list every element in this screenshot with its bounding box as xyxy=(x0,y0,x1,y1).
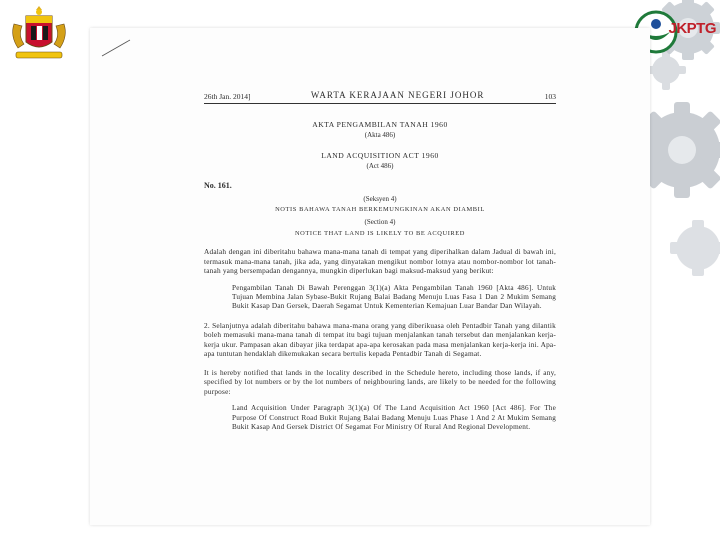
coat-of-arms-logo xyxy=(6,6,72,62)
gazette-header xyxy=(204,90,556,101)
gazette-date: 26th Jan. 2014] xyxy=(204,91,251,101)
notice-number: No. 161. xyxy=(204,180,232,190)
notice-title-malay: NOTIS BAHAWA TANAH BERKEMUNGKINAN AKAN DIAMBIL xyxy=(275,206,485,214)
paragraph-entry-malay: 2. Selanjutnya adalah diberitahu bahawa mana-mana orang yang diberikuasa oleh Pentadbir Tanah yang dilantik boleh memasuki mana-mana tanah di tempat itu bagi tujuan menjalankan tanah tersebut dan menjalankan kerja-kerja ukur. Pampasan akan dibayar jika terdapat apa-apa kerosakan pada masa menjalankan kerja-kerja ini. Apa-apa tuntutan hendaklah dikemukakan secara bertulis kepada Pentadbir Tanah di Segamat. xyxy=(204,320,556,359)
act-number-malay: (Akta 486) xyxy=(364,130,396,139)
paragraph-notice-malay: Adalah dengan ini diberitahu bahawa mana-mana tanah di tempat yang diperihalkan dalam Jadual di bawah ini, termasuk mana-mana tanah, jika ada, yang dinyatakan mengikut nombor lotnya atau nombor-nombor lot tanah-tanah yang bersempadan dengannya, mungkin diperlukan bagi maksud-maksud yang berikut: xyxy=(204,247,556,276)
paragraph-notice-english: It is hereby notified that lands in the locality described in the Schedule hereto, including those lands, if any, specified by lot numbers or by the lot numbers of neighbouring lands, are likely to be needed for the following purpose: xyxy=(204,367,556,396)
gazette-title: WARTA KERAJAAN NEGERI JOHOR xyxy=(310,90,485,100)
purpose-malay: Pengambilan Tanah Di Bawah Perenggan 3(1)(a) Akta Pengambilan Tanah 1960 [Akta 486]. Untuk Tujuan Membina Jalan Sybase-Bukit Rujang Balai Badang Menuju Luas Fasa 1 Dan 2 Mukim Semang Bukit Kasap Dan Gersek, Daerah Segamat Untuk Kementerian Kemajuan Luar Bandar Dan Wilayah. xyxy=(232,283,556,311)
gazette-notice xyxy=(204,90,556,432)
header-rule xyxy=(204,103,556,104)
act-number-english: (Act 486) xyxy=(366,161,394,170)
section-english: (Section 4) xyxy=(364,218,396,227)
section-malay: (Seksyen 4) xyxy=(363,194,397,203)
act-title-malay: AKTA PENGAMBILAN TANAH 1960 xyxy=(312,120,448,130)
scan-mark xyxy=(100,38,132,58)
jkptg-logo-text: JKPTG xyxy=(668,20,716,37)
notice-title-english: NOTICE THAT LAND IS LIKELY TO BE ACQUIRED xyxy=(294,230,466,238)
purpose-english: Land Acquisition Under Paragraph 3(1)(a) Of The Land Acquisition Act 1960 [Act 486]. For The Purpose Of Construct Road Bukit Rujang Balai Badang Menuju Luas Phase 1 And 2 At Mukim Semang Bukit Kasap And Gersek District Of Segamat For Ministry Of Rural And Regional Development. xyxy=(232,404,556,431)
page-number: 103 xyxy=(544,91,556,101)
act-title-english: LAND ACQUISITION ACT 1960 xyxy=(321,151,439,161)
